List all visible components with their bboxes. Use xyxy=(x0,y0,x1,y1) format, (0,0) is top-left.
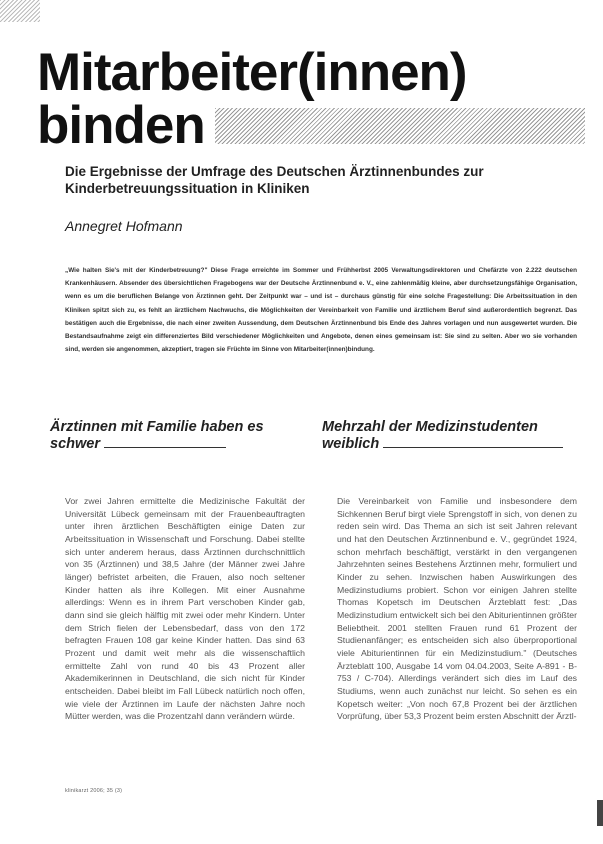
title-hatch-pattern xyxy=(215,108,585,144)
page-edge-mark xyxy=(597,800,603,826)
article-subtitle: Die Ergebnisse der Umfrage des Deutschen Ärztinnenbundes zur Kinderbetreuungssituation in Kliniken xyxy=(65,164,484,196)
title-line-1: Mitarbeiter(innen) xyxy=(37,43,467,102)
scan-corner-mark xyxy=(0,0,40,22)
body-column-left: Vor zwei Jahren ermittelte die Medizinische Fakultät der Universität Lübeck gemeinsam mit der Frauenbeauftragten unter ihren ärztlichen Beschäftigten einige Daten zur Arbeitssituation in Wissenschaft und Forschung. Dabei stellte sich unter anderem heraus, dass Ärztinnen durchschnittlich von 35 (Ärztinnen) und 38,5 Jahre (der Männer zwei Jahre länger) befristet arbeiten, die Frauen, also noch seltener Kinder hatten als ihre Kollegen. Mit einer Ausnahme allerdings: Wenn es in ihrem Part verschoben Kinder gab, dann sind sie gleich hälftig mit zwei oder mehr Kindern. Unter dem Strich fielen der Lebensbedarf, dass von den 172 befragten Frauen 108 gar keine Kinder hatten. Das sind 63 Prozent und damit weit mehr als die wissenschaftlich ermittelte Zahl von rund 40 bis 43 Prozent aller Akademikerinnen in Deutschland, die sich nicht für Kinder entscheiden. Dabei bleibt im Fall Lübeck natürlich noch offen, wie viele der Ärztinnen im Laufe der nächsten Jahre noch Mütter werden, was die Prozentzahl dann verändern würde. xyxy=(65,496,305,722)
article-author: Annegret Hofmann xyxy=(65,218,183,234)
title-line-2: binden xyxy=(37,96,205,155)
section-heading-right xyxy=(322,419,578,453)
section-heading-right-text: Mehrzahl der Medizinstudenten weiblich xyxy=(322,419,538,452)
heading-rule-right xyxy=(383,447,563,448)
section-heading-left-text: Ärztinnen mit Familie haben es schwer xyxy=(50,419,264,452)
page-footer: klinikarzt 2006; 35 (3) xyxy=(65,788,123,794)
body-column-right: Die Vereinbarkeit von Familie und insbesondere dem Sichkennen Beruf birgt viele Sprengstoff in sich, von denen zu reden sein wird. Das Thema an sich ist seit Jahren relevant und hat den Deutschen Ärztinnenbund e. V., gegründet 1924, schon mehrfach beschäftigt, verstärkt in den vergangenen Jahrzehnten seines Bestehens Ärztinnen mehr, formuliert und Kinder zu sehen. Inzwischen haben Auswirkungen des Medizinstudiums probiert. Schon vor einigen Jahren stellte Thomas Kopetsch im Deutschen Ärzteblatt fest: „Das Medizinstudium entwickelt sich bei den Abiturientinnen größter Beliebtheit. 2001 stellten Frauen rund 61 Prozent der Studienanfänger; es entscheiden sich also überproportional viele Abiturientinnen für ein Medizinstudium." (Deutsches Ärzteblatt 100, Ausgabe 14 vom 04.04.2003, Seite A-891 - B-753 / C-704). Allerdings verändert sich dies im Lauf des Studiums, wenn auch zunächst nur leicht. So sehen es ein Kopetsch weiter: „Von noch 67,8 Prozent bei der ärztlichen Vorprüfung, über 53,3 Prozent beim ersten Abschnitt der Ärztl- xyxy=(337,496,577,722)
article-title xyxy=(37,43,585,155)
article-intro: „Wie halten Sie's mit der Kinderbetreuung?" Diese Frage erreichte im Sommer und Frühherbst 2005 Verwaltungsdirektoren und Chefärzte von 2.222 deutschen Krankenhäusern. Absender des übersichtlichen Fragebogens war der Deutsche Ärztinnenbund e. V., eine zahlenmäßig kleine, aber durchsetzungsfähige Organisation, wenn es um die beruflichen Belange von Ärztinnen geht. Der Zeitpunkt war – und ist – durchaus günstig für eine solche Fragestellung: Die Arbeitssituation in den Kliniken spitzt sich zu, es fehlt an ärztlichem Nachwuchs, die Möglichkeiten der Vereinbarkeit von Familie und ärztlichem Beruf sind außerordentlich begrenzt. Das bestätigen auch die Ergebnisse, die nach einer zweiten Aussendung, dem Deutschen Ärztinnenbund bis Ende des Jahres vorlagen und nun ausgewertet wurden. Die Bestandsaufnahme zeigt ein differenziertes Bild verschiedener Möglichkeiten und Angebote, denen eines gemeinsam ist: Sie sind zu selten. Aber wo sie vorhanden sind, werden sie angenommen, akzeptiert, tragen sie Früchte im Sinne von Mitarbeiter(innen)bindung. xyxy=(65,267,577,354)
section-heading-left xyxy=(50,419,308,453)
heading-rule-left xyxy=(104,447,226,448)
title-line-2-row xyxy=(37,96,585,155)
